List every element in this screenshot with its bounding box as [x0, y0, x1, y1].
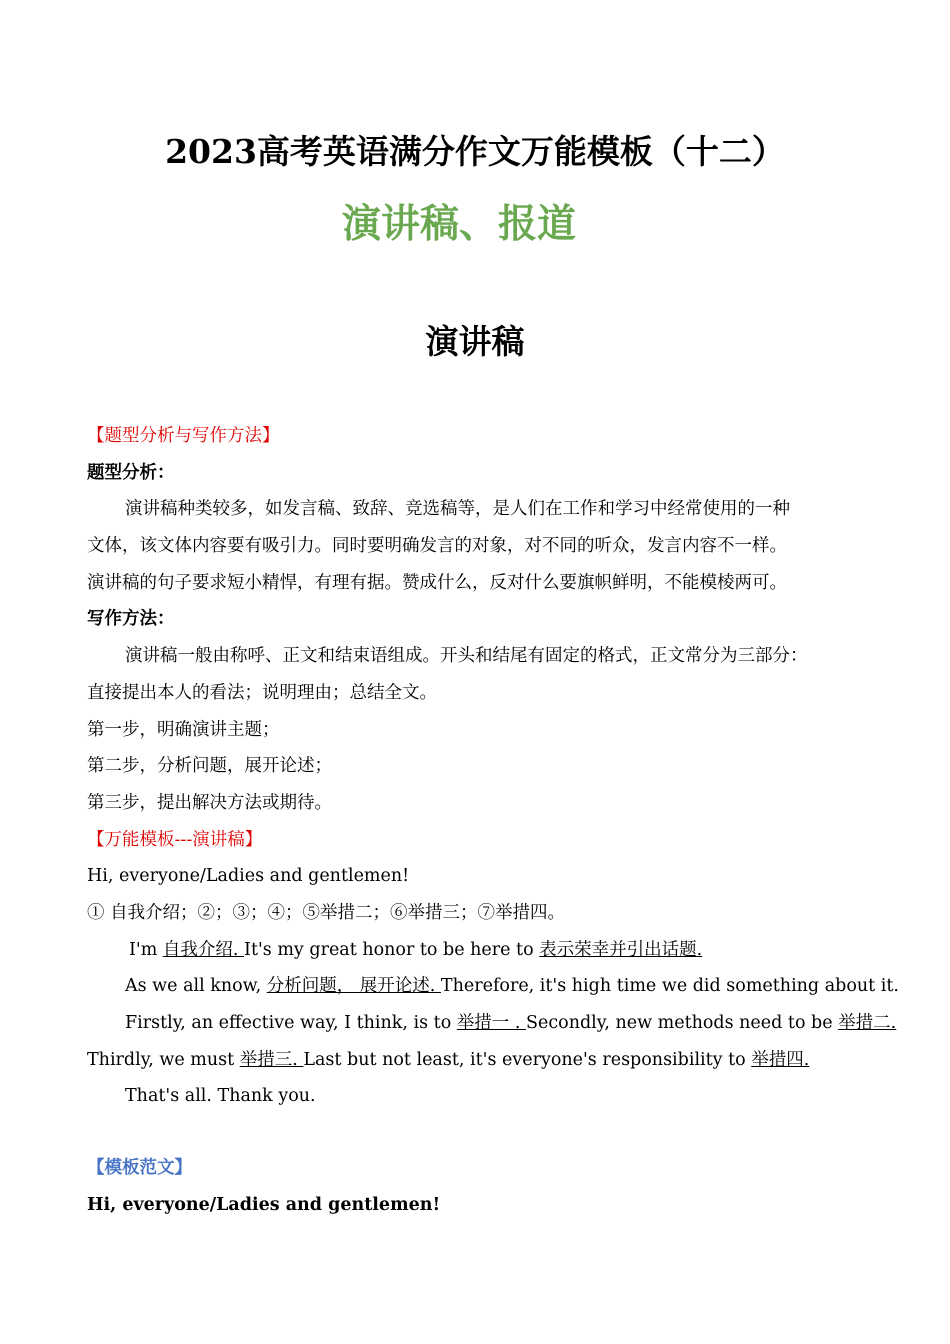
template-text: It's my great honor to be here to [244, 939, 540, 960]
template-text: I'm [129, 939, 163, 960]
template-closing: That's all. Thank you. [125, 1086, 316, 1107]
template-text: Therefore, it's high time we did something about it. [440, 976, 899, 997]
sample-heading: 【模板范文】 [87, 1158, 192, 1179]
document-subtitle: 演讲稿、报道 [341, 201, 576, 247]
type-analysis-line-3: 演讲稿的句子要求短小精悍，有理有据。赞成什么，反对什么要旗帜鲜明，不能模棱两可。 [87, 572, 787, 593]
template-blank: 自我介绍. [162, 939, 245, 960]
template-paragraph-3-continued [87, 1042, 887, 1079]
sample-greeting: Hi, everyone/Ladies and gentlemen! [87, 1194, 441, 1215]
writing-method-label: 写作方法： [87, 609, 175, 630]
spacer [87, 1115, 887, 1150]
type-analysis-line-1: 演讲稿种类较多，如发言稿、致辞、竞选稿等，是人们在工作和学习中经常使用的一种 [125, 499, 790, 520]
template-blank: 表示荣幸并引出话题. [539, 939, 703, 960]
template-blank: 举措三. [239, 1049, 304, 1070]
template-heading: 【万能模板---演讲稿】 [87, 829, 263, 850]
template-blank: 举措四. [751, 1049, 810, 1070]
step-2: 第二步，分析问题，展开论述； [87, 756, 332, 777]
document-body [87, 418, 899, 1223]
template-paragraph-3 [87, 1005, 897, 1042]
template-paragraph-1 [87, 932, 887, 969]
template-greeting: Hi, everyone/Ladies and gentlemen! [87, 866, 410, 887]
template-text: Secondly, new methods need to be [526, 1013, 839, 1033]
template-text: Firstly, an effective way, I think, is to [125, 1013, 457, 1033]
analysis-heading: 【题型分析与写作方法】 [87, 426, 280, 446]
step-1: 第一步，明确演讲主题； [87, 719, 280, 740]
template-blank: 举措二. [838, 1013, 897, 1033]
writing-method-line-1: 演讲稿一般由称呼、正文和结束语组成。开头和结尾有固定的格式，正文常分为三部分： [125, 646, 808, 667]
template-text: Thirdly, we must [87, 1049, 240, 1070]
template-blank: 分析问题， 展开论述. [266, 976, 441, 997]
template-paragraph-2 [87, 968, 899, 1005]
document-title: 2023高考英语满分作文万能模板（十二） [165, 132, 785, 171]
section-title: 演讲稿 [425, 322, 525, 361]
type-analysis-line-2: 文体，该文体内容要有吸引力。同时要明确发言的对象，对不同的听众，发言内容不一样。 [87, 536, 787, 557]
template-outline: ① 自我介绍；②；③；④；⑤举措二；⑥举措三；⑦举措四。 [87, 902, 566, 923]
writing-method-line-2: 直接提出本人的看法；说明理由；总结全文。 [87, 682, 437, 703]
template-blank: 举措一 . [456, 1013, 527, 1033]
step-3: 第三步，提出解决方法或期待。 [87, 792, 332, 813]
template-text: Last but not least, it's everyone's responsibility to [303, 1049, 752, 1070]
type-analysis-label: 题型分析： [87, 462, 175, 483]
template-text: As we all know, [125, 976, 267, 997]
